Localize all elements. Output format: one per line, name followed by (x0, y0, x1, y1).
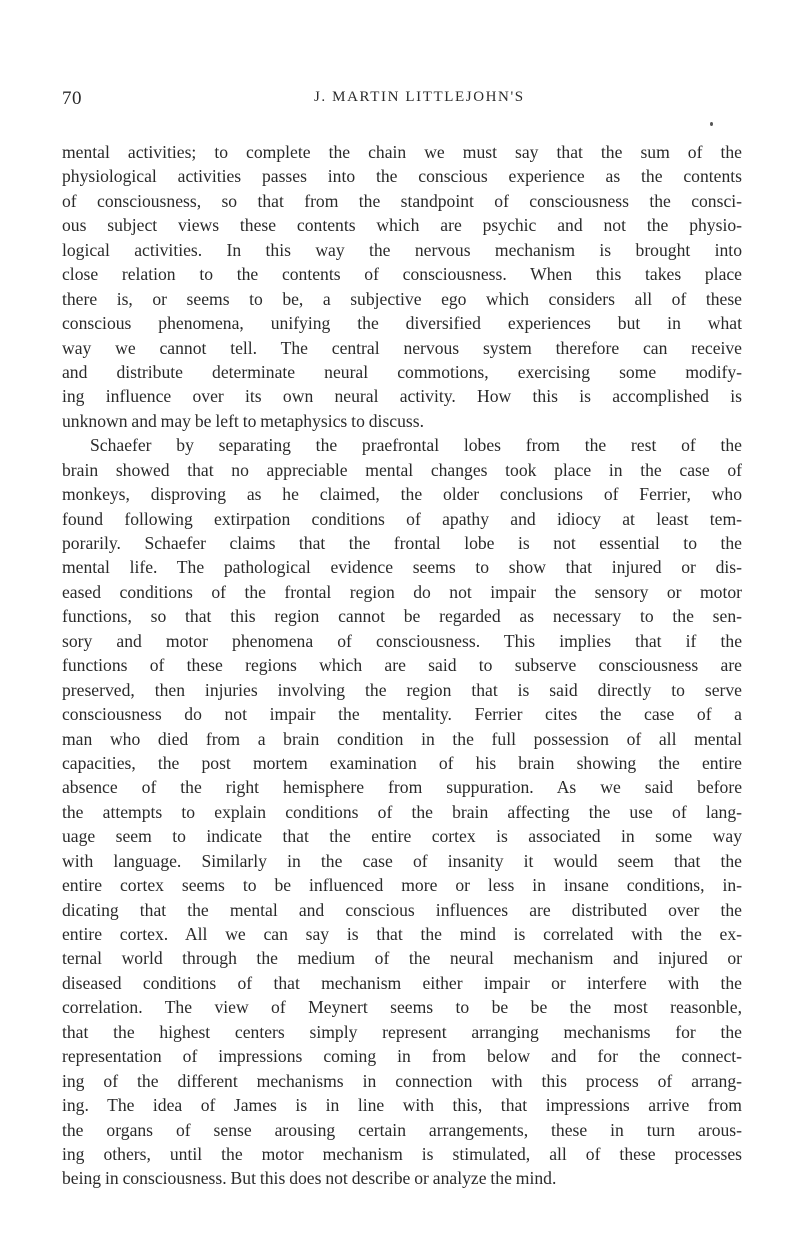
text-line: there is, or seems to be, a subjective ego which considers all of these (62, 288, 742, 309)
text-line: logical activities. In this way the nervous mechanism is brought into (62, 239, 742, 260)
text-line: being in consciousness. But this does not describe or analyze the mind. (62, 1168, 557, 1189)
text-line: functions of these regions which are said to subserve consciousness are (62, 655, 742, 676)
text-line: preserved, then injuries involving the region that is said directly to serve (62, 679, 742, 700)
text-line: man who died from a brain condition in the full possession of all mental (62, 728, 742, 749)
text-line: that the highest centers simply represent arranging mechanisms for the (62, 1021, 742, 1042)
text-line: ing of the different mechanisms in connection with this process of arrang- (62, 1070, 742, 1091)
text-line: found following extirpation conditions of apathy and idiocy at least tem- (62, 508, 742, 529)
text-line: uage seem to indicate that the entire cortex is associated in some way (62, 826, 742, 847)
text-line: ternal world through the medium of the neural mechanism and injured or (62, 948, 742, 969)
text-line: diseased conditions of that mechanism either impair or interfere with the (62, 972, 742, 993)
running-title: J. MARTIN LITTLEJOHN'S (314, 89, 525, 105)
text-line: and distribute determinate neural commotions, exercising some modify- (62, 361, 742, 382)
text-line: dicating that the mental and conscious influences are distributed over the (62, 899, 742, 920)
body-text (62, 140, 742, 1191)
text-line: ous subject views these contents which are psychic and not the physio- (62, 215, 742, 236)
text-line: mental life. The pathological evidence seems to show that injured or dis- (62, 557, 742, 578)
text-line: with language. Similarly in the case of insanity it would seem that the (62, 850, 742, 871)
text-line: sory and motor phenomena of consciousness. This implies that if the (62, 630, 742, 651)
text-line: ing others, until the motor mechanism is stimulated, all of these processes (62, 1143, 742, 1164)
text-line: eased conditions of the frontal region do not impair the sensory or motor (62, 581, 742, 602)
text-line: entire cortex. All we can say is that the mind is correlated with the ex- (62, 924, 742, 944)
text-line: entire cortex seems to be influenced more or less in insane conditions, in- (62, 875, 742, 896)
ink-speck (710, 122, 713, 126)
paragraph (62, 140, 742, 433)
text-line: the organs of sense arousing certain arrangements, these in turn arous- (62, 1119, 742, 1140)
text-line: of consciousness, so that from the standpoint of consciousness the consci- (62, 190, 742, 211)
text-line: absence of the right hemisphere from suppuration. As we said before (62, 777, 742, 798)
text-line: close relation to the contents of consciousness. When this takes place (62, 264, 742, 285)
text-line: ing. The idea of James is in line with this, that impressions arrive from (62, 1095, 742, 1116)
page-number: 70 (62, 88, 82, 109)
text-line: conscious phenomena, unifying the diversified experiences but in what (62, 313, 742, 334)
text-line: porarily. Schaefer claims that the frontal lobe is not essential to the (62, 533, 742, 553)
text-line: way we cannot tell. The central nervous system therefore can receive (62, 337, 742, 358)
text-line: physiological activities passes into the conscious experience as the contents (62, 166, 742, 187)
text-line: representation of impressions coming in from below and for the connect- (62, 1046, 742, 1067)
text-line: ing influence over its own neural activity. How this is accomplished is (62, 386, 742, 407)
text-line: the attempts to explain conditions of the brain affecting the use of lang- (62, 801, 742, 822)
paragraphs (62, 140, 742, 1191)
text-line: consciousness do not impair the mentality. Ferrier cites the case of a (62, 704, 742, 725)
text-line: monkeys, disproving as he claimed, the older conclusions of Ferrier, who (62, 484, 742, 505)
text-line: correlation. The view of Meynert seems to be be the most reasonble, (62, 997, 742, 1018)
text-line: functions, so that this region cannot be regarded as necessary to the sen- (62, 606, 742, 627)
running-head (62, 88, 742, 112)
text-line: unknown and may be left to metaphysics to discuss. (62, 410, 424, 431)
text-line: brain showed that no appreciable mental changes took place in the case of (62, 459, 742, 480)
text-line: Schaefer by separating the praefrontal lobes from the rest of the (90, 435, 742, 456)
text-line: mental activities; to complete the chain we must say that the sum of the (62, 142, 742, 162)
paragraph (62, 433, 742, 1191)
text-line: capacities, the post mortem examination of his brain showing the entire (62, 752, 742, 773)
